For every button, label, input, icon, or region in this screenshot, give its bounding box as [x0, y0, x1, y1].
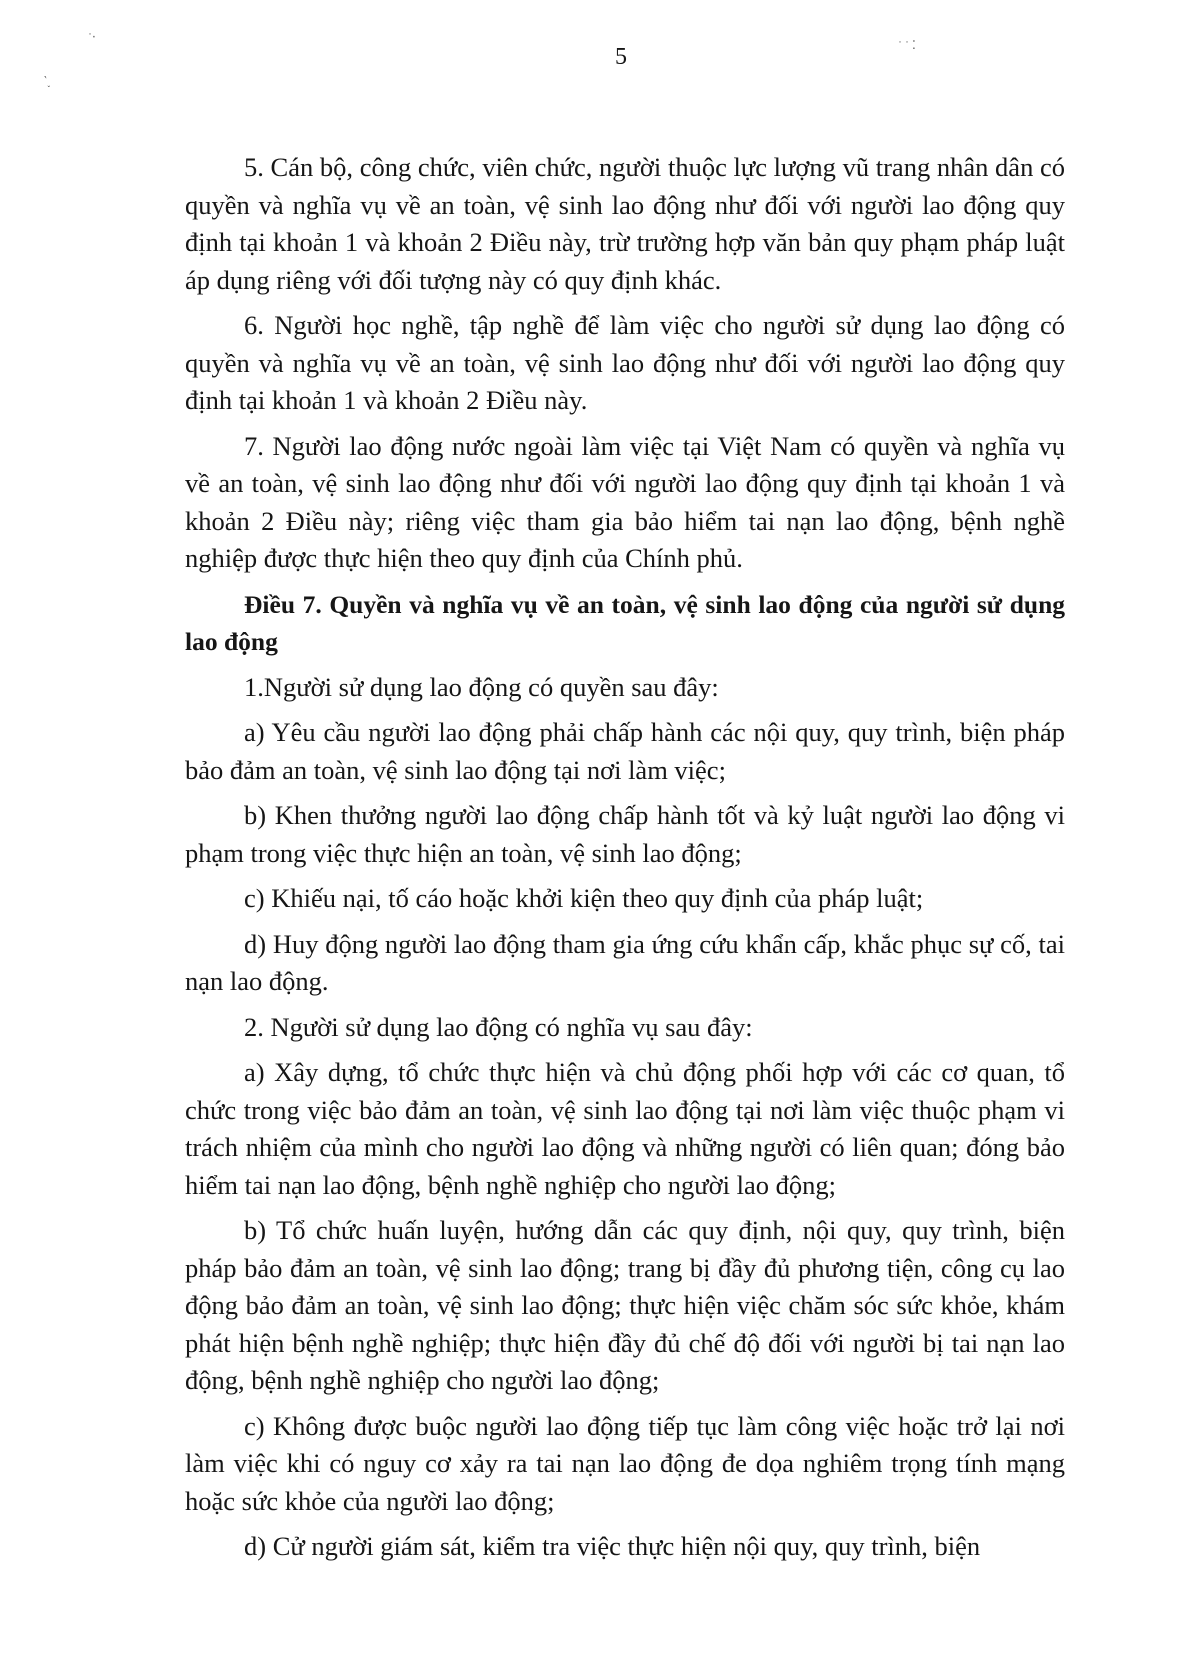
article-7-clause-2-intro: 2. Người sử dụng lao động có nghĩa vụ sau đây:	[244, 1011, 753, 1042]
scan-artifact-mark: ˙‧	[88, 30, 96, 44]
page-number: 5	[615, 44, 627, 70]
article-7-clause-1-item-a: a) Yêu cầu người lao động phải chấp hành các nội quy, quy trình, biện pháp bảo đảm an toàn, vệ sinh lao động tại nơi làm việc;	[185, 717, 1065, 785]
scan-artifact-mark: ‵˯	[44, 74, 51, 88]
article-7-clause-2-item-a: a) Xây dựng, tổ chức thực hiện và chủ động phối hợp với các cơ quan, tổ chức trong việc bảo đảm an toàn, vệ sinh lao động tại nơi làm việc thuộc phạm vi trách nhiệm của mình cho người lao động và những người có liên quan; đóng bảo hiểm tai nạn lao động, bệnh nghề nghiệp cho người lao động;	[185, 1057, 1065, 1200]
article-7-clause-1-item-d: d) Huy động người lao động tham gia ứng cứu khẩn cấp, khắc phục sự cố, tai nạn lao động.	[185, 928, 1065, 996]
article-7-clause-1-item-b: b) Khen thưởng người lao động chấp hành tốt và kỷ luật người lao động vi phạm trong việc thực hiện an toàn, vệ sinh lao động;	[185, 800, 1065, 868]
clause-6-paragraph: 6. Người học nghề, tập nghề để làm việc cho người sử dụng lao động có quyền và nghĩa vụ về an toàn, vệ sinh lao động như đối với người lao động quy định tại khoản 1 và khoản 2 Điều này.	[185, 310, 1065, 415]
scan-artifact-mark: ˙ ˙ ⁚	[898, 38, 916, 52]
clause-7-paragraph: 7. Người lao động nước ngoài làm việc tại Việt Nam có quyền và nghĩa vụ về an toàn, vệ sinh lao động như đối với người lao động quy định tại khoản 1 và khoản 2 Điều này; riêng việc tham gia bảo hiểm tai nạn lao động, bệnh nghề nghiệp được thực hiện theo quy định của Chính phủ.	[185, 430, 1065, 573]
document-body	[185, 149, 1065, 1566]
article-7-clause-2-item-b: b) Tổ chức huấn luyện, hướng dẫn các quy định, nội quy, quy trình, biện pháp bảo đảm an toàn, vệ sinh lao động; trang bị đầy đủ phương tiện, công cụ lao động bảo đảm an toàn, vệ sinh lao động; thực hiện việc chăm sóc sức khỏe, khám phát hiện bệnh nghề nghiệp; thực hiện đầy đủ chế độ đối với người bị tai nạn lao động, bệnh nghề nghiệp cho người lao động;	[185, 1215, 1065, 1395]
article-7-heading: Điều 7. Quyền và nghĩa vụ về an toàn, vệ sinh lao động của người sử dụng lao động	[185, 589, 1065, 656]
clause-5-paragraph: 5. Cán bộ, công chức, viên chức, người thuộc lực lượng vũ trang nhân dân có quyền và nghĩa vụ về an toàn, vệ sinh lao động như đối với người lao động quy định tại khoản 1 và khoản 2 Điều này, trừ trường hợp văn bản quy phạm pháp luật áp dụng riêng với đối tượng này có quy định khác.	[185, 152, 1065, 295]
article-7-clause-2-item-d: d) Cử người giám sát, kiểm tra việc thực hiện nội quy, quy trình, biện	[244, 1531, 981, 1561]
article-7-clause-1-intro: 1.Người sử dụng lao động có quyền sau đây:	[244, 671, 719, 702]
article-7-clause-2-item-c: c) Không được buộc người lao động tiếp tục làm công việc hoặc trở lại nơi làm việc khi có nguy cơ xảy ra tai nạn lao động đe dọa nghiêm trọng tính mạng hoặc sức khỏe của người lao động;	[185, 1410, 1065, 1516]
article-7-clause-1-item-c: c) Khiếu nại, tố cáo hoặc khởi kiện theo quy định của pháp luật;	[244, 883, 924, 913]
